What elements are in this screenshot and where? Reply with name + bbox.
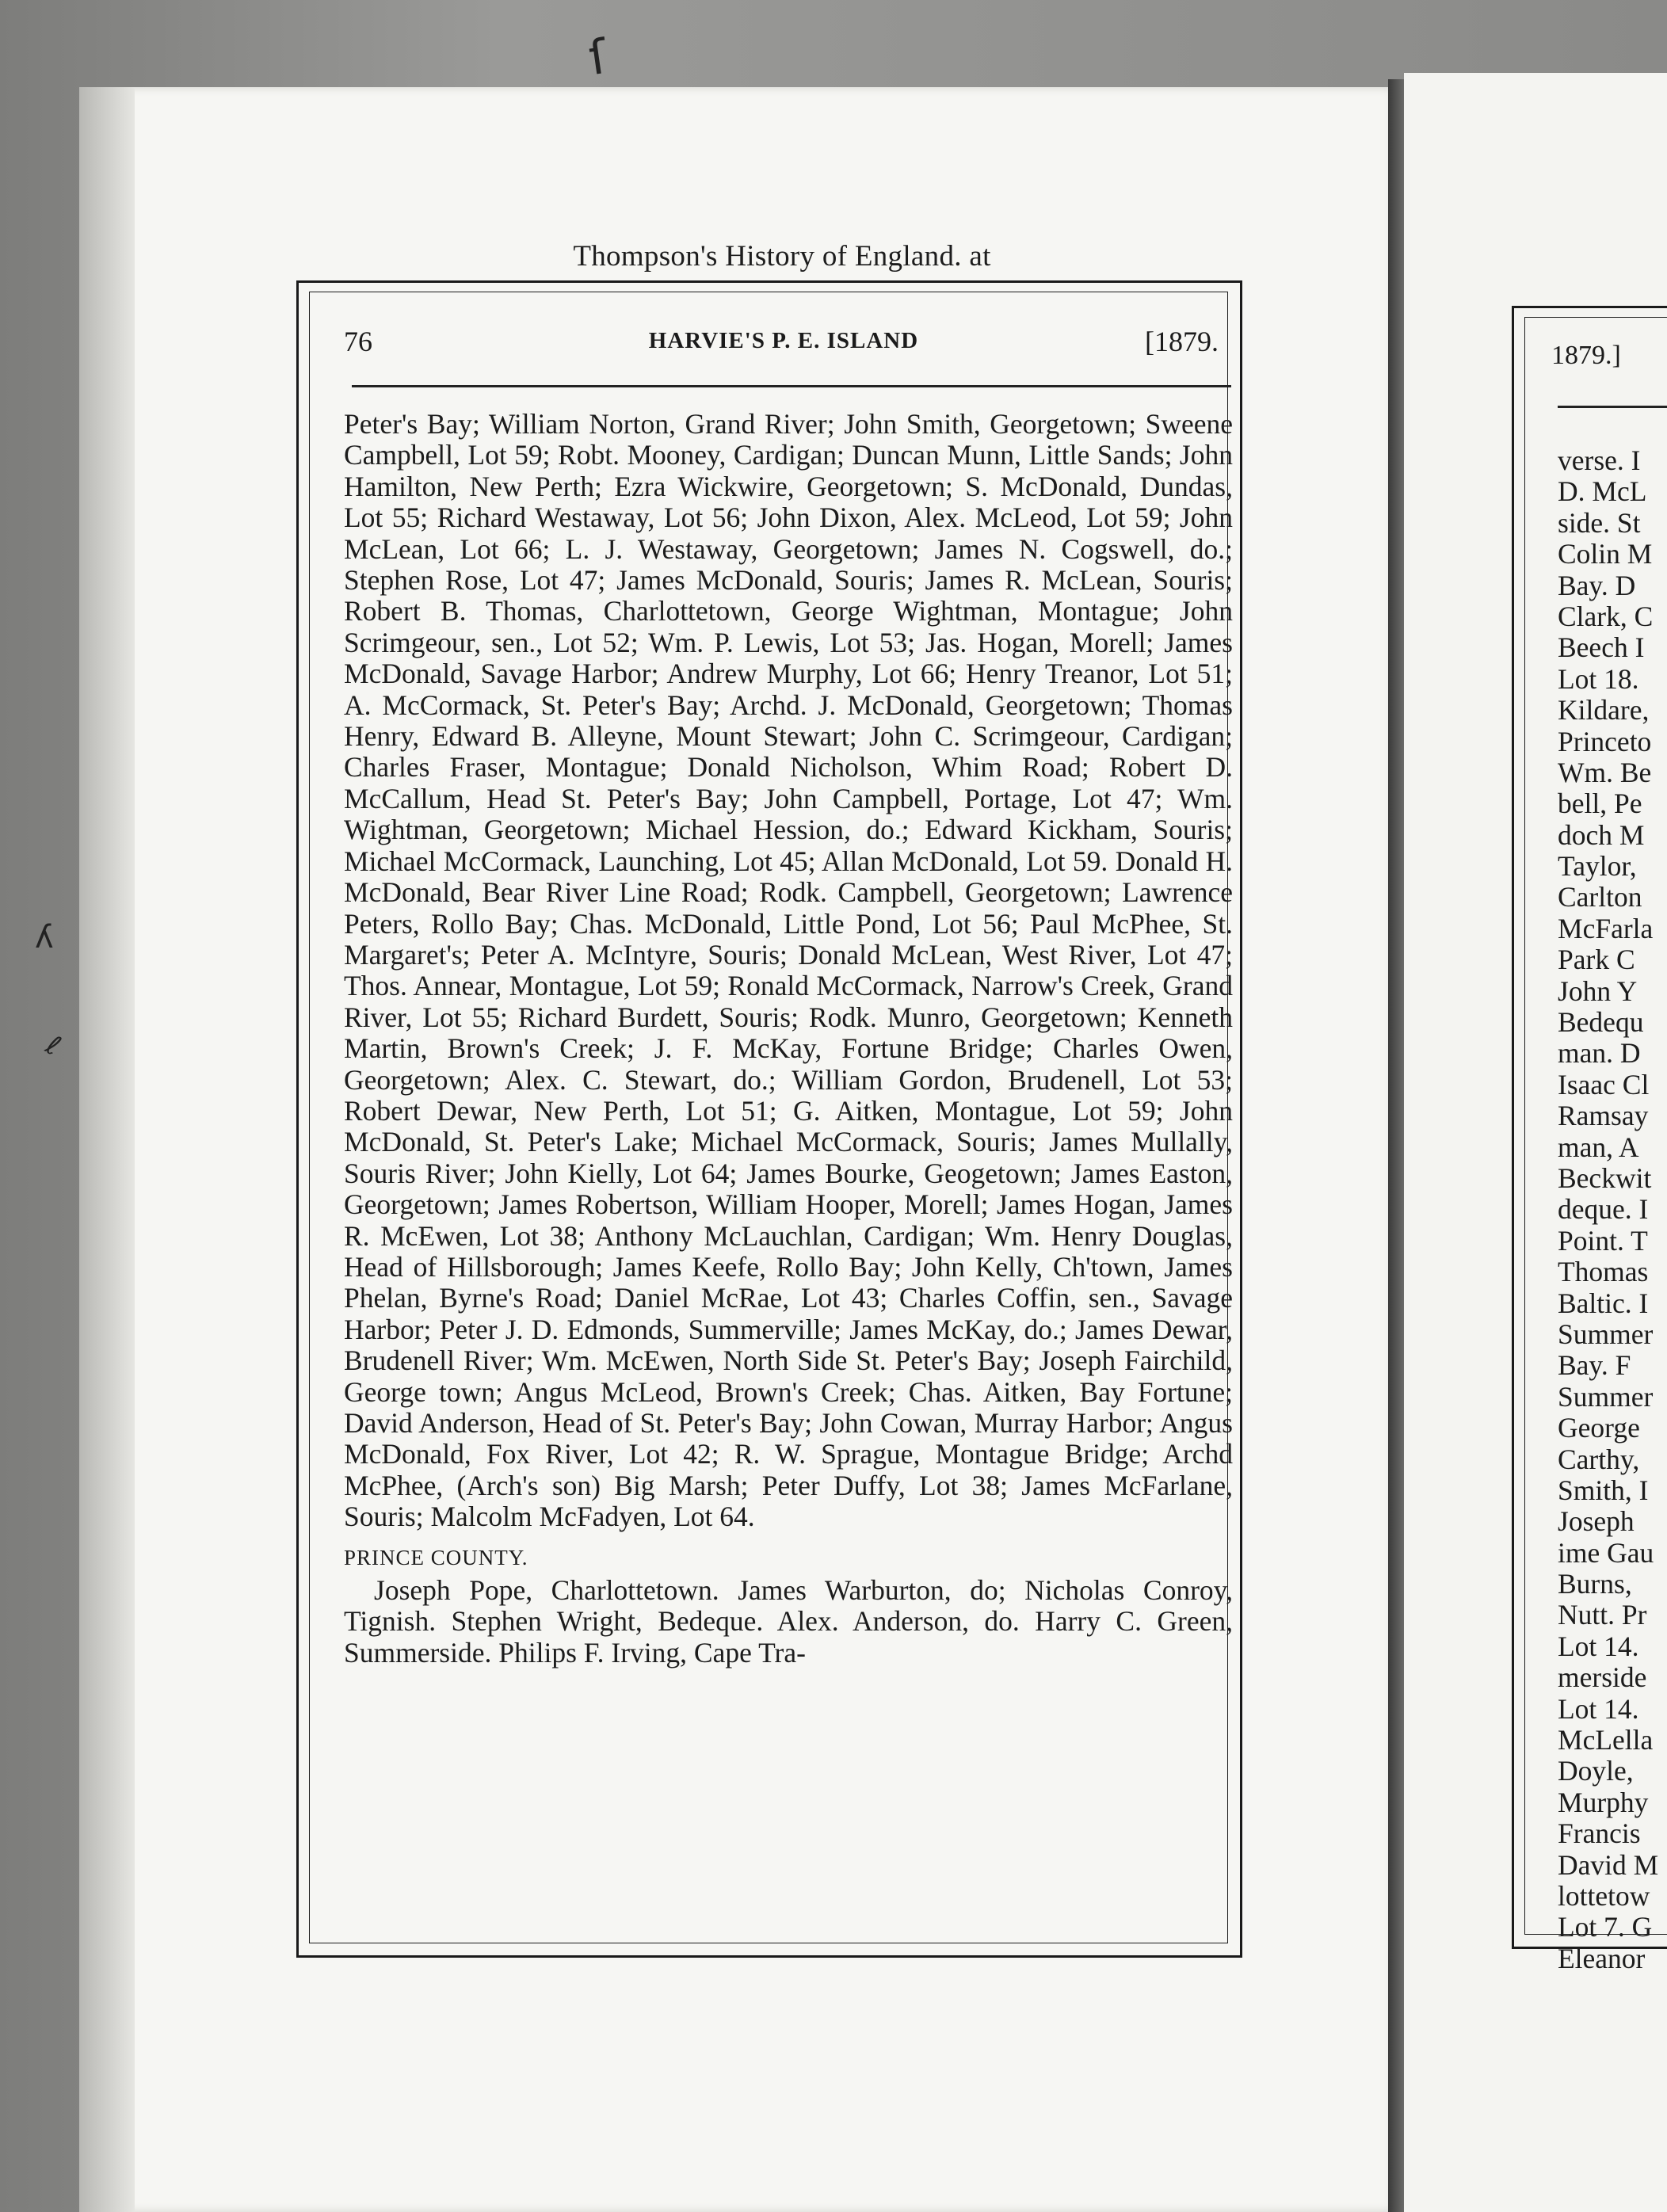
book-gutter — [1388, 79, 1404, 2212]
right-page-line: Lot 18. — [1558, 662, 1639, 695]
right-page-line: Beech I — [1558, 631, 1645, 664]
right-page-line: Beckwit — [1558, 1161, 1652, 1194]
right-page-line: Carthy, — [1558, 1443, 1640, 1475]
right-page-line: merside — [1558, 1661, 1647, 1694]
right-page-line: ime Gau — [1558, 1536, 1654, 1569]
right-page-line: John Y — [1558, 974, 1638, 1007]
header-rule — [352, 385, 1231, 387]
right-page-line: Lot 7. G — [1558, 1911, 1653, 1943]
right-page-line: Colin M — [1558, 538, 1653, 570]
right-page-line: man, A — [1558, 1131, 1639, 1163]
right-page-line: Isaac Cl — [1558, 1068, 1650, 1100]
right-page-line: bell, Pe — [1558, 788, 1642, 820]
margin-mark-icon-2: ℓ — [40, 1029, 67, 1062]
right-page-line: side. St — [1558, 506, 1641, 539]
right-page-line: Murphy — [1558, 1786, 1649, 1818]
right-page-line: McFarla — [1558, 912, 1654, 944]
right-page-line: doch M — [1558, 818, 1645, 851]
page-edge-shadow — [79, 87, 135, 2212]
right-page-line: Carlton — [1558, 881, 1642, 913]
right-page-line: Francis — [1558, 1817, 1641, 1850]
right-page-line: Princeto — [1558, 725, 1652, 757]
right-page-line: Burns, — [1558, 1568, 1632, 1600]
right-page-line: Joseph — [1558, 1505, 1635, 1538]
right-page-line: Park C — [1558, 944, 1635, 976]
right-page-header: 1879.] — [1551, 341, 1621, 370]
running-header — [344, 325, 1223, 364]
right-page-line: Wm. Be — [1558, 756, 1652, 788]
body-paragraph: Peter's Bay; William Norton, Grand River; John Smith, Georgetown; Sweene Campbell, Lot 59; Robt. Mooney, Cardigan; Duncan Munn, Little Sands; John Hamilton, New Perth; Ezra Wickwire, Georgetown; S. McDonald, Dundas, Lot 55; Richard Westaway, Lot 56; John Dixon, Alex. McLeod, Lot 59; John McLean, Lot 66; L. J. Westaway, Georgetown; James N. Cogswell, do.; Stephen Rose, Lot 47; James McDonald, Souris; James R. McLean, Souris; Robert B. Thomas, Charlottetown, George Wightman, Montague; John Scrimgeour, sen., Lot 52; Wm. P. Lewis, Lot 53; Jas. Hogan, Morell; James McDonald, Savage Harbor; Andrew Murphy, Lot 66; Henry Treanor, Lot 51; A. McCormack, St. Peter's Bay; Archd. J. McDonald, Georgetown; Thomas Henry, Edward B. Alleyne, Mount Stewart; John C. Scrimgeour, Cardigan; Charles Fraser, Montague; Donald Nicholson, Whim Road; Robert D. McCallum, Head St. Peter's Bay; John Campbell, Portage, Lot 47; Wm. Wightman, Georgetown; Michael Hession, do.; Edward Kickham, Souris; Michael McCormack, Launching, Lot 45; Allan McDonald, Lot 59. Donald H. McDonald, Bear River Line Road; Rodk. Campbell, Georgetown; Lawrence Peters, Rollo Bay; Chas. McDonald, Little Pond, Lot 56; Paul McPhee, St. Margaret's; Peter A. McIntyre, Souris; Donald McLean, West River, Lot 47; Thos. Annear, Montague, Lot 59; Ronald McCormack, Narrow's Creek, Grand River, Lot 55; Richard Burdett, Souris; Rodk. Munro, Georgetown; Kenneth Martin, Brown's Creek; J. F. McKay, Fortune Bridge; Charles Owen, Georgetown; Alex. C. Stewart, do.; William Gordon, Brudenell, Lot 53; Robert Dewar, New Perth, Lot 51; G. Aitken, Montague, Lot 59; John McDonald, St. Peter's Lake; Michael McCormack, Souris; James Mullally, Souris River; John Kielly, Lot 64; James Bourke, Geogetown; James Easton, Georgetown; James Robertson, William Hooper, Morell; James Hogan, James R. McEwen, Lot 38; Anthony McLauchlan, Cardigan; Wm. Henry Douglas, Head of Hillsborough; James Keefe, Rollo Bay; John Kelly, Ch'town, James Phelan, Byrne's Road; Daniel McRae, Lot 43; Charles Coffin, sen., Savage Harbor; Peter J. D. Edmonds, Summerville; James McKay, do.; James Dewar, Brudenell River; Wm. McEwen, North Side St. Peter's Bay; Joseph Fairchild, George town; Angus McLeod, Brown's Creek; Chas. Aitken, Bay Fortune; David Anderson, Head of St. Peter's Bay; John Cowan, Murray Harbor; Angus McDonald, Fox River, Lot 42; R. W. Sprague, Montague Bridge; Archd McPhee, (Arch's son) Big Marsh; Peter Duffy, Lot 38; James McFarlane, Souris; Malcolm McFadyen, Lot 64. — [344, 408, 1233, 1533]
right-page-line: Bedequ — [1558, 1006, 1644, 1039]
right-page-line: Smith, I — [1558, 1474, 1649, 1506]
header-year: [1879. — [1145, 326, 1219, 357]
right-page-line: Eleanor — [1558, 1942, 1646, 1974]
page-body — [344, 409, 1233, 1669]
section-heading: PRINCE COUNTY. — [344, 1545, 528, 1569]
right-page-line: Bay. D — [1558, 569, 1636, 601]
right-page-line: D. McL — [1558, 475, 1647, 508]
right-page-line: McLella — [1558, 1724, 1654, 1756]
section-paragraph: Joseph Pope, Charlottetown. James Warburton, do; Nicholas Conroy, Tignish. Stephen Wright, Bedeque. Alex. Anderson, do. Harry C. Green, Summerside. Philips F. Irving, Cape Tra- — [344, 1574, 1233, 1669]
right-page-text — [1558, 445, 1667, 1974]
library-stamp: Thompson's History of England. at — [573, 240, 991, 273]
right-page-line: deque. I — [1558, 1193, 1649, 1226]
right-header-rule — [1558, 406, 1667, 408]
right-page-line: man. D — [1558, 1037, 1641, 1070]
right-page-line: Point. T — [1558, 1224, 1648, 1257]
right-page-line: Thomas — [1558, 1256, 1649, 1288]
page-number: 76 — [344, 326, 372, 357]
margin-mark-icon: ʎ — [35, 919, 54, 955]
right-page-line: Doyle, — [1558, 1755, 1634, 1787]
right-page-line: Summer — [1558, 1380, 1654, 1413]
right-page-line: Kildare, — [1558, 694, 1650, 727]
right-page-line: George — [1558, 1412, 1640, 1444]
right-page-line: lottetow — [1558, 1879, 1650, 1912]
right-page-line: Lot 14. — [1558, 1692, 1639, 1725]
right-page-line: Ramsay — [1558, 1100, 1649, 1132]
pencil-mark-icon: ſ — [586, 29, 610, 87]
running-title: HARVIE'S P. E. ISLAND — [648, 328, 919, 353]
right-page-line: Clark, C — [1558, 600, 1654, 632]
right-page-line: David M — [1558, 1848, 1659, 1881]
right-page-line: Summer — [1558, 1318, 1654, 1350]
right-page-line: Nutt. Pr — [1558, 1599, 1647, 1631]
right-page-line: Lot 14. — [1558, 1630, 1639, 1662]
right-page-line: verse. I — [1558, 444, 1641, 476]
right-page-line: Taylor, — [1558, 850, 1637, 883]
right-page-line: Bay. F — [1558, 1349, 1631, 1382]
right-page-line: Baltic. I — [1558, 1287, 1649, 1319]
